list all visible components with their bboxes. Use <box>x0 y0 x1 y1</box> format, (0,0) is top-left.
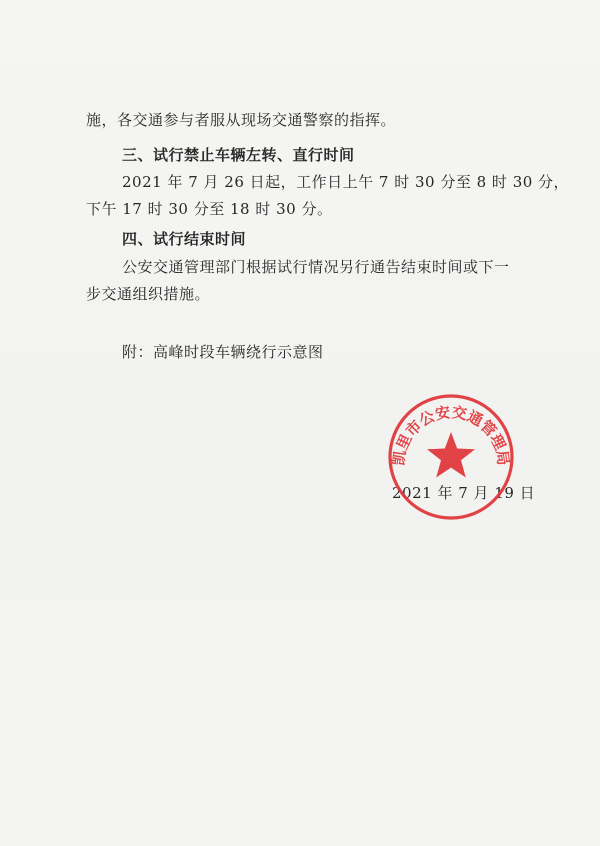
section-3-text-line-1: 2021 年 7 月 26 日起，工作日上午 7 时 30 分至 8 时 30 分， <box>122 173 570 191</box>
attachment-note: 附：高峰时段车辆绕行示意图 <box>122 343 324 361</box>
section-3-text-line-2: 下午 17 时 30 分至 18 时 30 分。 <box>86 200 333 218</box>
section-3-heading: 三、试行禁止车辆左转、直行时间 <box>122 146 355 164</box>
seal-text: 凯里市公安交通管理局 <box>389 403 513 467</box>
document-date: 2021 年 7 月 19 日 <box>392 484 536 502</box>
section-4-heading: 四、试行结束时间 <box>122 230 247 248</box>
official-seal-icon <box>386 392 516 522</box>
section-4-text-line-1: 公安交通管理部门根据试行情况另行通告结束时间或下一 <box>122 258 510 276</box>
body-line-1: 施，各交通参与者服从现场交通警察的指挥。 <box>86 111 397 129</box>
section-4-text-line-2: 步交通组织措施。 <box>86 285 211 303</box>
